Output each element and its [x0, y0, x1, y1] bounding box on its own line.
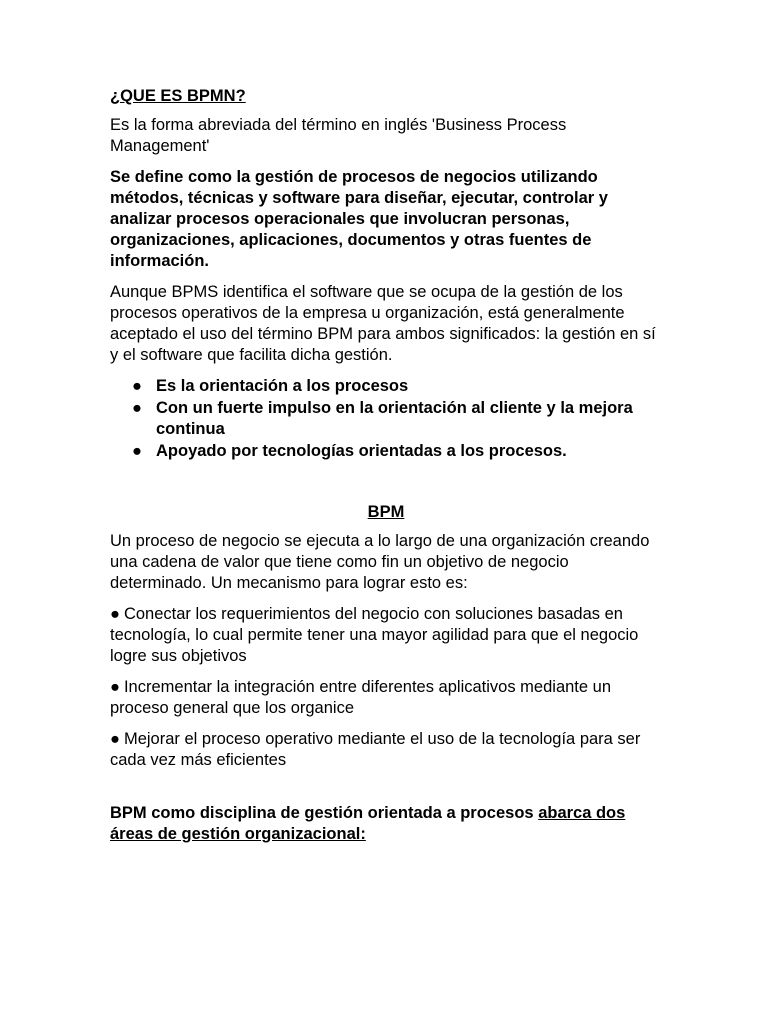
bullet-dot-icon: ● — [110, 605, 120, 623]
discipline-paragraph — [110, 803, 662, 845]
bullet-dot-icon: ● — [132, 442, 142, 460]
bpms-paragraph: Aunque BPMS identifica el software que se ocupa de la gestión de los procesos operativos de la empresa u organización, está generalmente aceptado el uso del término BPM para ambos significados: la gestión en sí y el software que facilita dicha gestión. — [110, 283, 656, 364]
bullet-dot-icon: ● — [110, 730, 120, 748]
list-item — [110, 677, 662, 719]
list-item-text: Es la orientación a los procesos — [156, 377, 409, 395]
list-item-text: Conectar los requerimientos del negocio con soluciones basadas en tecnología, lo cual permite tener una mayor agilidad para que el negocio logre sus objetivos — [110, 605, 639, 665]
list-item — [110, 604, 662, 667]
list-item-text: Apoyado por tecnologías orientadas a los procesos. — [156, 442, 567, 460]
bullet-dot-icon: ● — [132, 399, 142, 417]
list-item — [110, 441, 662, 462]
list-item — [110, 398, 662, 440]
discipline-text: BPM como disciplina de gestión orientada a procesos — [110, 804, 539, 822]
bullet-dot-icon: ● — [110, 678, 120, 696]
document-page — [110, 86, 662, 855]
definition-paragraph: Se define como la gestión de procesos de negocios utilizando métodos, técnicas y software para diseñar, ejecutar, controlar y analizar procesos operacionales que involucran personas, organizaciones, aplicaciones, documentos y otras fuentes de información. — [110, 168, 608, 270]
process-paragraph: Un proceso de negocio se ejecuta a lo largo de una organización creando una cadena de valor que tiene como fin un objetivo de negocio determinado. Un mecanismo para lograr esto es: — [110, 532, 650, 592]
discipline-underlined-text: abarca dos áreas de gestión organizacional: — [110, 804, 626, 843]
bullet-list — [110, 376, 662, 462]
list-item-text: Con un fuerte impulso en la orientación al cliente y la mejora continua — [156, 399, 633, 438]
list-item-text: Incrementar la integración entre diferentes aplicativos mediante un proceso general que los organice — [110, 678, 611, 717]
section-title-bpm: BPM — [367, 503, 405, 521]
bullet-dot-icon: ● — [132, 377, 142, 395]
list-item — [110, 729, 662, 771]
section-heading-que-es-bpmn: ¿QUE ES BPMN? — [110, 87, 246, 105]
intro-paragraph: Es la forma abreviada del término en inglés 'Business Process Management' — [110, 116, 567, 155]
list-item-text: Mejorar el proceso operativo mediante el uso de la tecnología para ser cada vez más eficientes — [110, 730, 641, 769]
list-item — [110, 376, 662, 397]
